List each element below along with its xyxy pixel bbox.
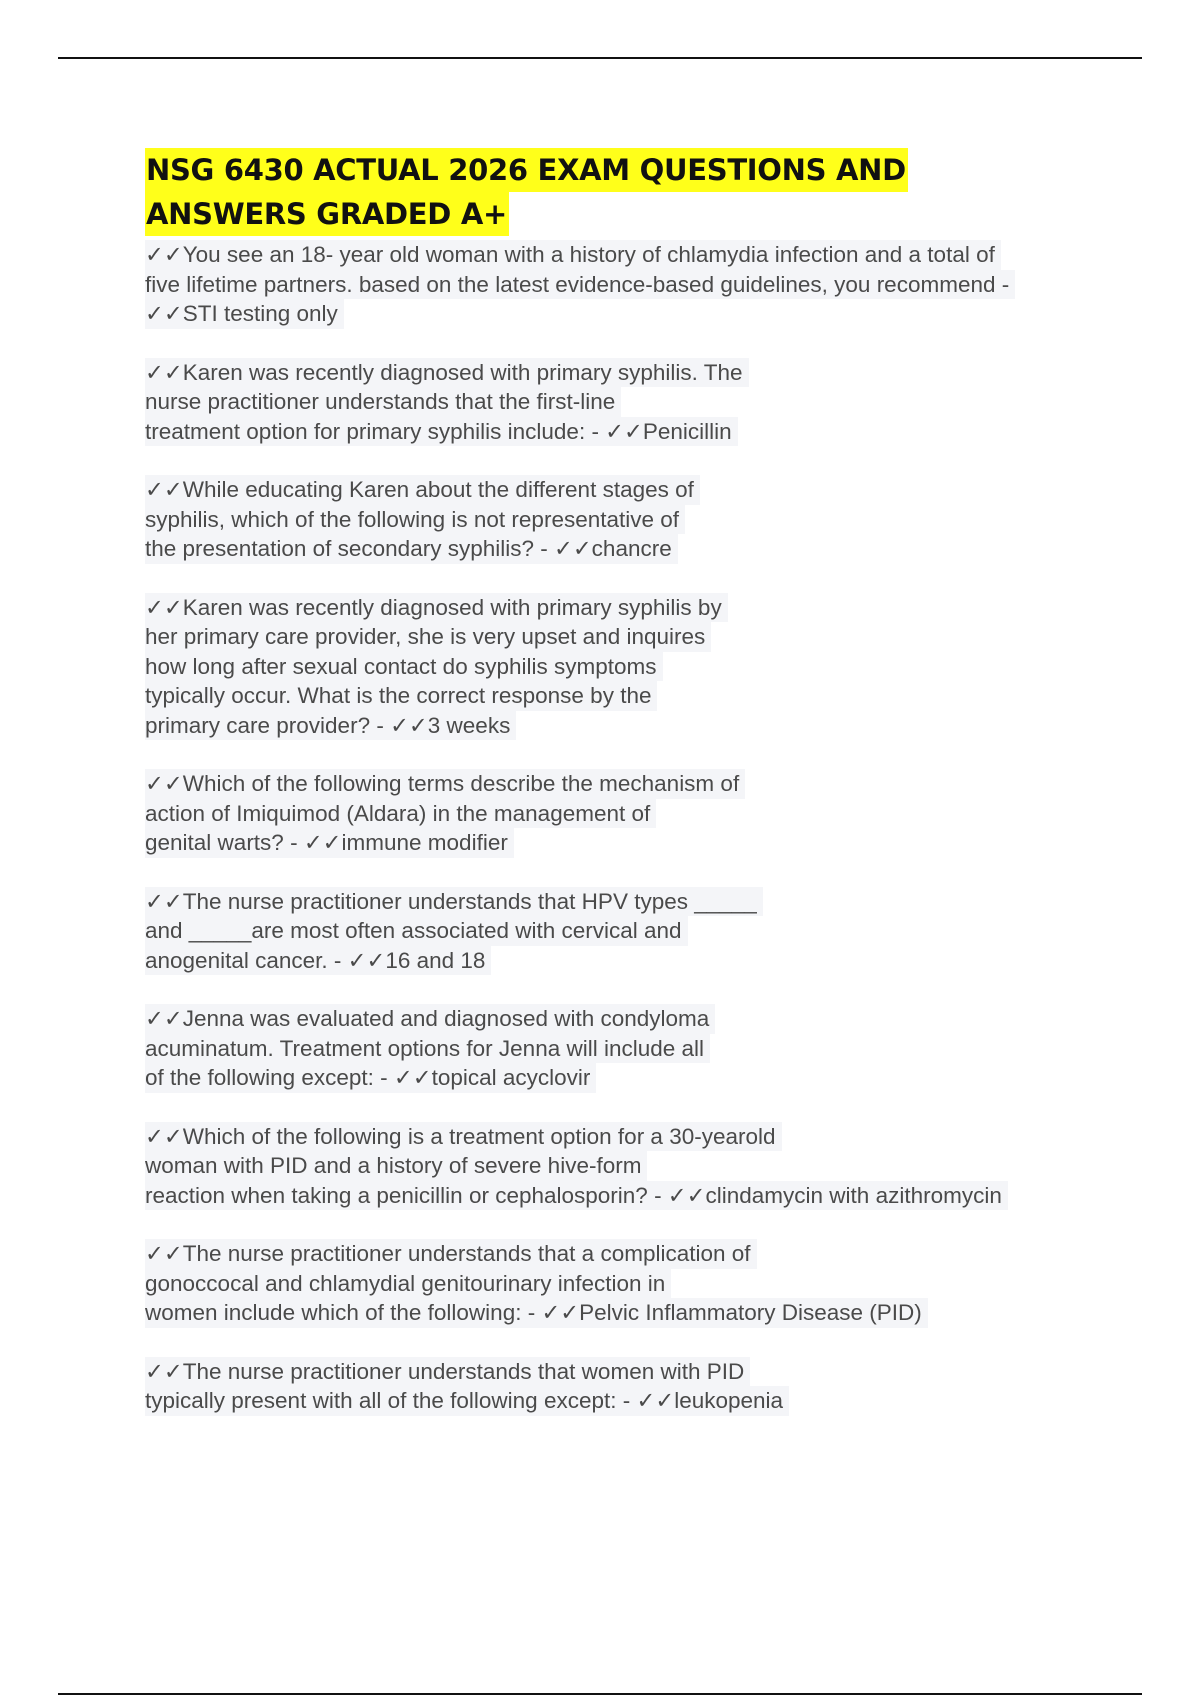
qa-text-line: ✓✓Karen was recently diagnosed with primary syphilis by [145,593,728,623]
qa-item [145,1004,1105,1093]
qa-text-line: ✓✓The nurse practitioner understands that women with PID [145,1357,750,1387]
qa-text-line: how long after sexual contact do syphilis symptoms [145,652,663,682]
qa-item [145,887,1105,976]
qa-text-line: ✓✓You see an 18- year old woman with a history of chlamydia infection and a total of [145,240,1001,270]
qa-text-line: ✓✓The nurse practitioner understands that HPV types _____ [145,887,763,917]
top-divider [58,57,1142,59]
qa-text-line: action of Imiquimod (Aldara) in the management of [145,799,656,829]
document-body [145,148,1105,1445]
qa-text-line: women include which of the following: - ✓✓Pelvic Inflammatory Disease (PID) [145,1298,928,1328]
qa-item [145,240,1105,329]
qa-text-line: typically present with all of the following except: - ✓✓leukopenia [145,1386,789,1416]
qa-text-line: ✓✓Jenna was evaluated and diagnosed with condyloma [145,1004,715,1034]
qa-item [145,593,1105,741]
qa-text-line: the presentation of secondary syphilis? - ✓✓chancre [145,534,678,564]
qa-item [145,358,1105,447]
qa-text-line: ✓✓Which of the following is a treatment option for a 30-yearold [145,1122,782,1152]
qa-item [145,475,1105,564]
qa-text-line: treatment option for primary syphilis include: - ✓✓Penicillin [145,417,738,447]
document-title [145,148,1105,236]
qa-text-line: reaction when taking a penicillin or cephalosporin? - ✓✓clindamycin with azithromycin [145,1181,1008,1211]
qa-text-line: typically occur. What is the correct response by the [145,681,657,711]
qa-text-line: five lifetime partners. based on the latest evidence-based guidelines, you recommend - [145,270,1015,300]
qa-list [145,240,1105,1416]
bottom-divider [58,1693,1142,1695]
qa-item [145,1239,1105,1328]
qa-text-line: ✓✓The nurse practitioner understands that a complication of [145,1239,757,1269]
qa-text-line: ✓✓Karen was recently diagnosed with primary syphilis. The [145,358,749,388]
qa-text-line: ✓✓Which of the following terms describe the mechanism of [145,769,745,799]
qa-text-line: anogenital cancer. - ✓✓16 and 18 [145,946,491,976]
title-line: ANSWERS GRADED A+ [145,192,509,236]
qa-text-line: nurse practitioner understands that the first-line [145,387,621,417]
qa-text-line: primary care provider? - ✓✓3 weeks [145,711,516,741]
qa-item [145,769,1105,858]
qa-text-line: acuminatum. Treatment options for Jenna will include all [145,1034,710,1064]
qa-text-line: of the following except: - ✓✓topical acyclovir [145,1063,596,1093]
qa-text-line: her primary care provider, she is very upset and inquires [145,622,711,652]
qa-text-line: woman with PID and a history of severe hive-form [145,1151,647,1181]
qa-text-line: syphilis, which of the following is not representative of [145,505,685,535]
qa-text-line: and _____are most often associated with cervical and [145,916,688,946]
qa-text-line: ✓✓STI testing only [145,299,344,329]
qa-text-line: gonoccocal and chlamydial genitourinary infection in [145,1269,671,1299]
qa-item [145,1357,1105,1416]
qa-item [145,1122,1105,1211]
title-line: NSG 6430 ACTUAL 2026 EXAM QUESTIONS AND [145,148,908,192]
qa-text-line: genital warts? - ✓✓immune modifier [145,828,514,858]
qa-text-line: ✓✓While educating Karen about the different stages of [145,475,700,505]
